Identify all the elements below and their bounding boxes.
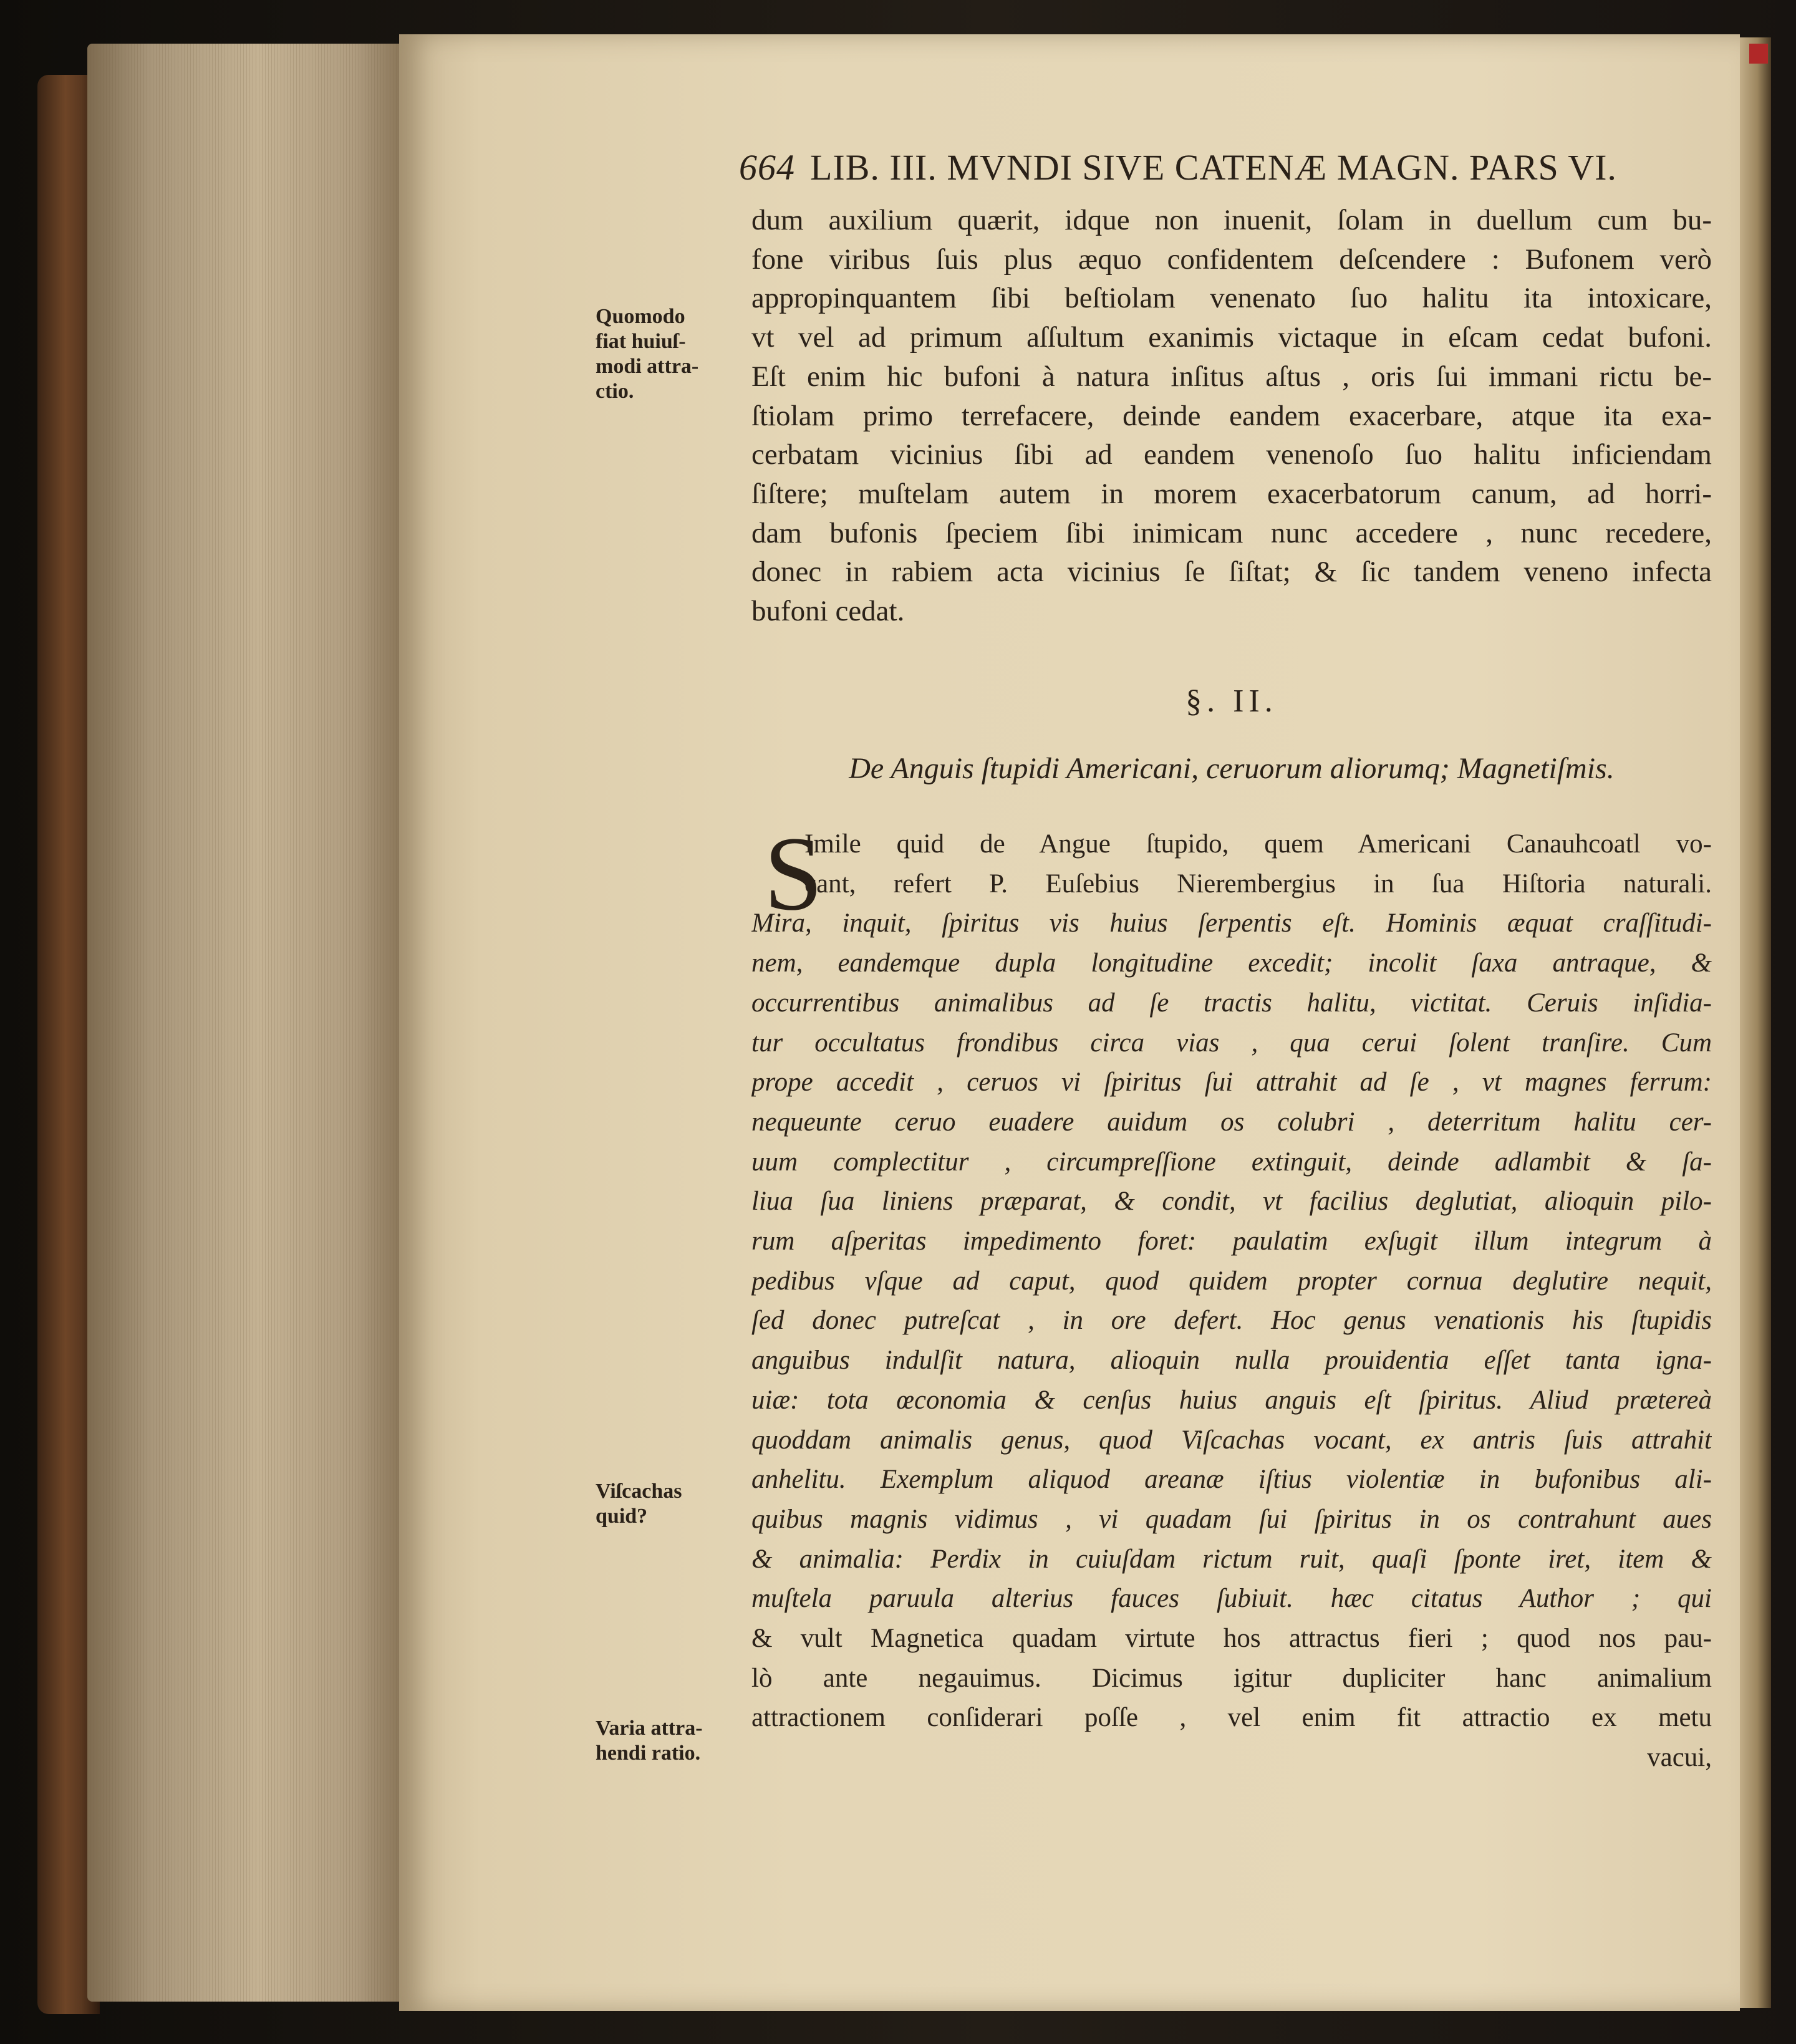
text-line: anguibus indulſit natura, alioquin nulla prouidentia eſſet tanta igna- xyxy=(751,1346,1712,1376)
text-line: dum auxilium quærit, idque non inuenit, ſolam in duellum cum bu- xyxy=(751,204,1712,236)
marginal-line: fiat huiuſ- xyxy=(596,330,686,353)
text-line: appropinquantem ſibi beſtiolam venenato ſuo halitu ita intoxicare, xyxy=(751,282,1712,315)
paragraph-2 xyxy=(751,824,1712,1778)
text-line: Mira, inquit, ſpiritus vis huius ſerpentis eſt. Hominis æquat craſſitudi- xyxy=(751,909,1712,938)
text-line: bufoni cedat. xyxy=(751,595,905,628)
marginal-line: modi attra- xyxy=(596,355,699,378)
marginal-line: hendi ratio. xyxy=(596,1742,701,1765)
marginal-line: Viſcachas xyxy=(596,1480,682,1503)
marginal-note-quomodo xyxy=(596,304,733,404)
text-line: prope accedit , ceruos vi ſpiritus ſui attrahit ad ſe , vt magnes ferrum: xyxy=(751,1068,1712,1097)
marginal-line: Quomodo xyxy=(596,305,685,328)
drop-cap: S xyxy=(764,815,823,932)
text-line: rum aſperitas impedimento foret: paulatim exſugit illum integrum à xyxy=(751,1227,1712,1256)
text-line: lò ante negauimus. Dicimus igitur dupliciter hanc animalium xyxy=(751,1663,1712,1693)
catchword: vacui, xyxy=(1647,1743,1712,1773)
text-line: ſed donec putreſcat , in ore defert. Hoc genus venationis his ſtupidis xyxy=(751,1306,1712,1336)
text-line: uiæ: tota œconomia & cenſus huius anguis eſt ſpiritus. Aliud prætereà xyxy=(751,1385,1712,1415)
section-title: De Anguis ſtupidi Americani, ceruorum aliorumq; Magnetiſmis. xyxy=(849,752,1615,785)
text-line: quibus magnis vidimus , vi quadam ſui ſpiritus in os contrahunt aues xyxy=(751,1504,1712,1534)
text-line: & vult Magnetica quadam virtute hos attractus fieri ; quod nos pau- xyxy=(751,1624,1712,1654)
marginal-line: ctio. xyxy=(596,380,634,403)
text-line: liua ſua liniens præparat, & condit, vt facilius deglutiat, alioquin pilo- xyxy=(751,1187,1712,1217)
text-line: & animalia: Perdix in cuiuſdam rictum ruit, quaſi ſponte iret, item & xyxy=(751,1544,1712,1574)
text-line: fone viribus ſuis plus æquo confidentem deſcendere : Bufonem verò xyxy=(751,243,1712,276)
paragraph-1 xyxy=(751,201,1712,631)
text-line: Imile quid de Angue ſtupido, quem Americani Canauhcoatl vo- xyxy=(804,829,1712,859)
marginal-line: Varia attra- xyxy=(596,1717,703,1740)
section-mark: §. II. xyxy=(1185,683,1278,719)
text-line: Eſt enim hic bufoni à natura inſitus aſtus , oris ſui immani rictu be- xyxy=(751,360,1712,393)
text-line: attractionem conſiderari poſſe , vel enim fit attractio ex metu xyxy=(751,1703,1712,1733)
running-head xyxy=(739,147,1712,196)
text-line: tur occultatus frondibus circa vias , qua cerui ſolent tranſire. Cum xyxy=(751,1028,1712,1058)
ribbon-marker xyxy=(1749,44,1768,64)
text-line: ſtiolam primo terrefacere, deinde eandem exacerbare, atque ita exa- xyxy=(751,399,1712,432)
text-line: pedibus vſque ad caput, quod quidem propter cornua deglutire nequit, xyxy=(751,1266,1712,1296)
text-line: muſtela paruula alterius fauces ſubiuit. hæc citatus Author ; qui xyxy=(751,1584,1712,1614)
text-line: nequeunte ceruo euadere auidum os colubri , deterritum halitu cer- xyxy=(751,1107,1712,1137)
text-line: cant, refert P. Euſebius Nierembergius in ſua Hiſtoria naturali. xyxy=(804,869,1712,899)
text-line: quoddam animalis genus, quod Viſcachas vocant, ex antris ſuis attrahit xyxy=(751,1425,1712,1455)
text-line: donec in rabiem acta vicinius ſe ſiſtat; & ſic tandem veneno infecta xyxy=(751,556,1712,589)
marginal-note-varia xyxy=(596,1716,733,1766)
text-line: ſiſtere; muſtelam autem in morem exacerbatorum canum, ad horri- xyxy=(751,477,1712,510)
text-line: vt vel ad primum aſſultum exanimis victaque in eſcam cedat bufoni. xyxy=(751,321,1712,354)
page-edges xyxy=(87,44,399,2002)
text-line: occurrentibus animalibus ad ſe tractis halitu, victitat. Ceruis inſidia- xyxy=(751,988,1712,1018)
text-line: dam bufonis ſpeciem ſibi inimicam nunc accedere , nunc recedere, xyxy=(751,516,1712,549)
text-line: nem, eandemque dupla longitudine excedit; incolit ſaxa antraque, & xyxy=(751,948,1712,978)
marginal-line: quid? xyxy=(596,1505,648,1528)
text-line: anhelitu. Exemplum aliquod areanæ iſtius violentiæ in bufonibus ali- xyxy=(751,1465,1712,1495)
text-line: uum complectitur , circumpreſſione extinguit, deinde adlambit & ſa- xyxy=(751,1147,1712,1177)
page-number: 664 xyxy=(739,147,795,188)
text-line: cerbatam vicinius ſibi ad eandem venenoſo ſuo halitu inficiendam xyxy=(751,438,1712,471)
facing-page-edge xyxy=(1737,37,1771,2008)
marginal-note-viscachas xyxy=(596,1479,733,1529)
running-title: LIB. III. MVNDI SIVE CATENÆ MAGN. PARS VI. xyxy=(810,147,1617,188)
